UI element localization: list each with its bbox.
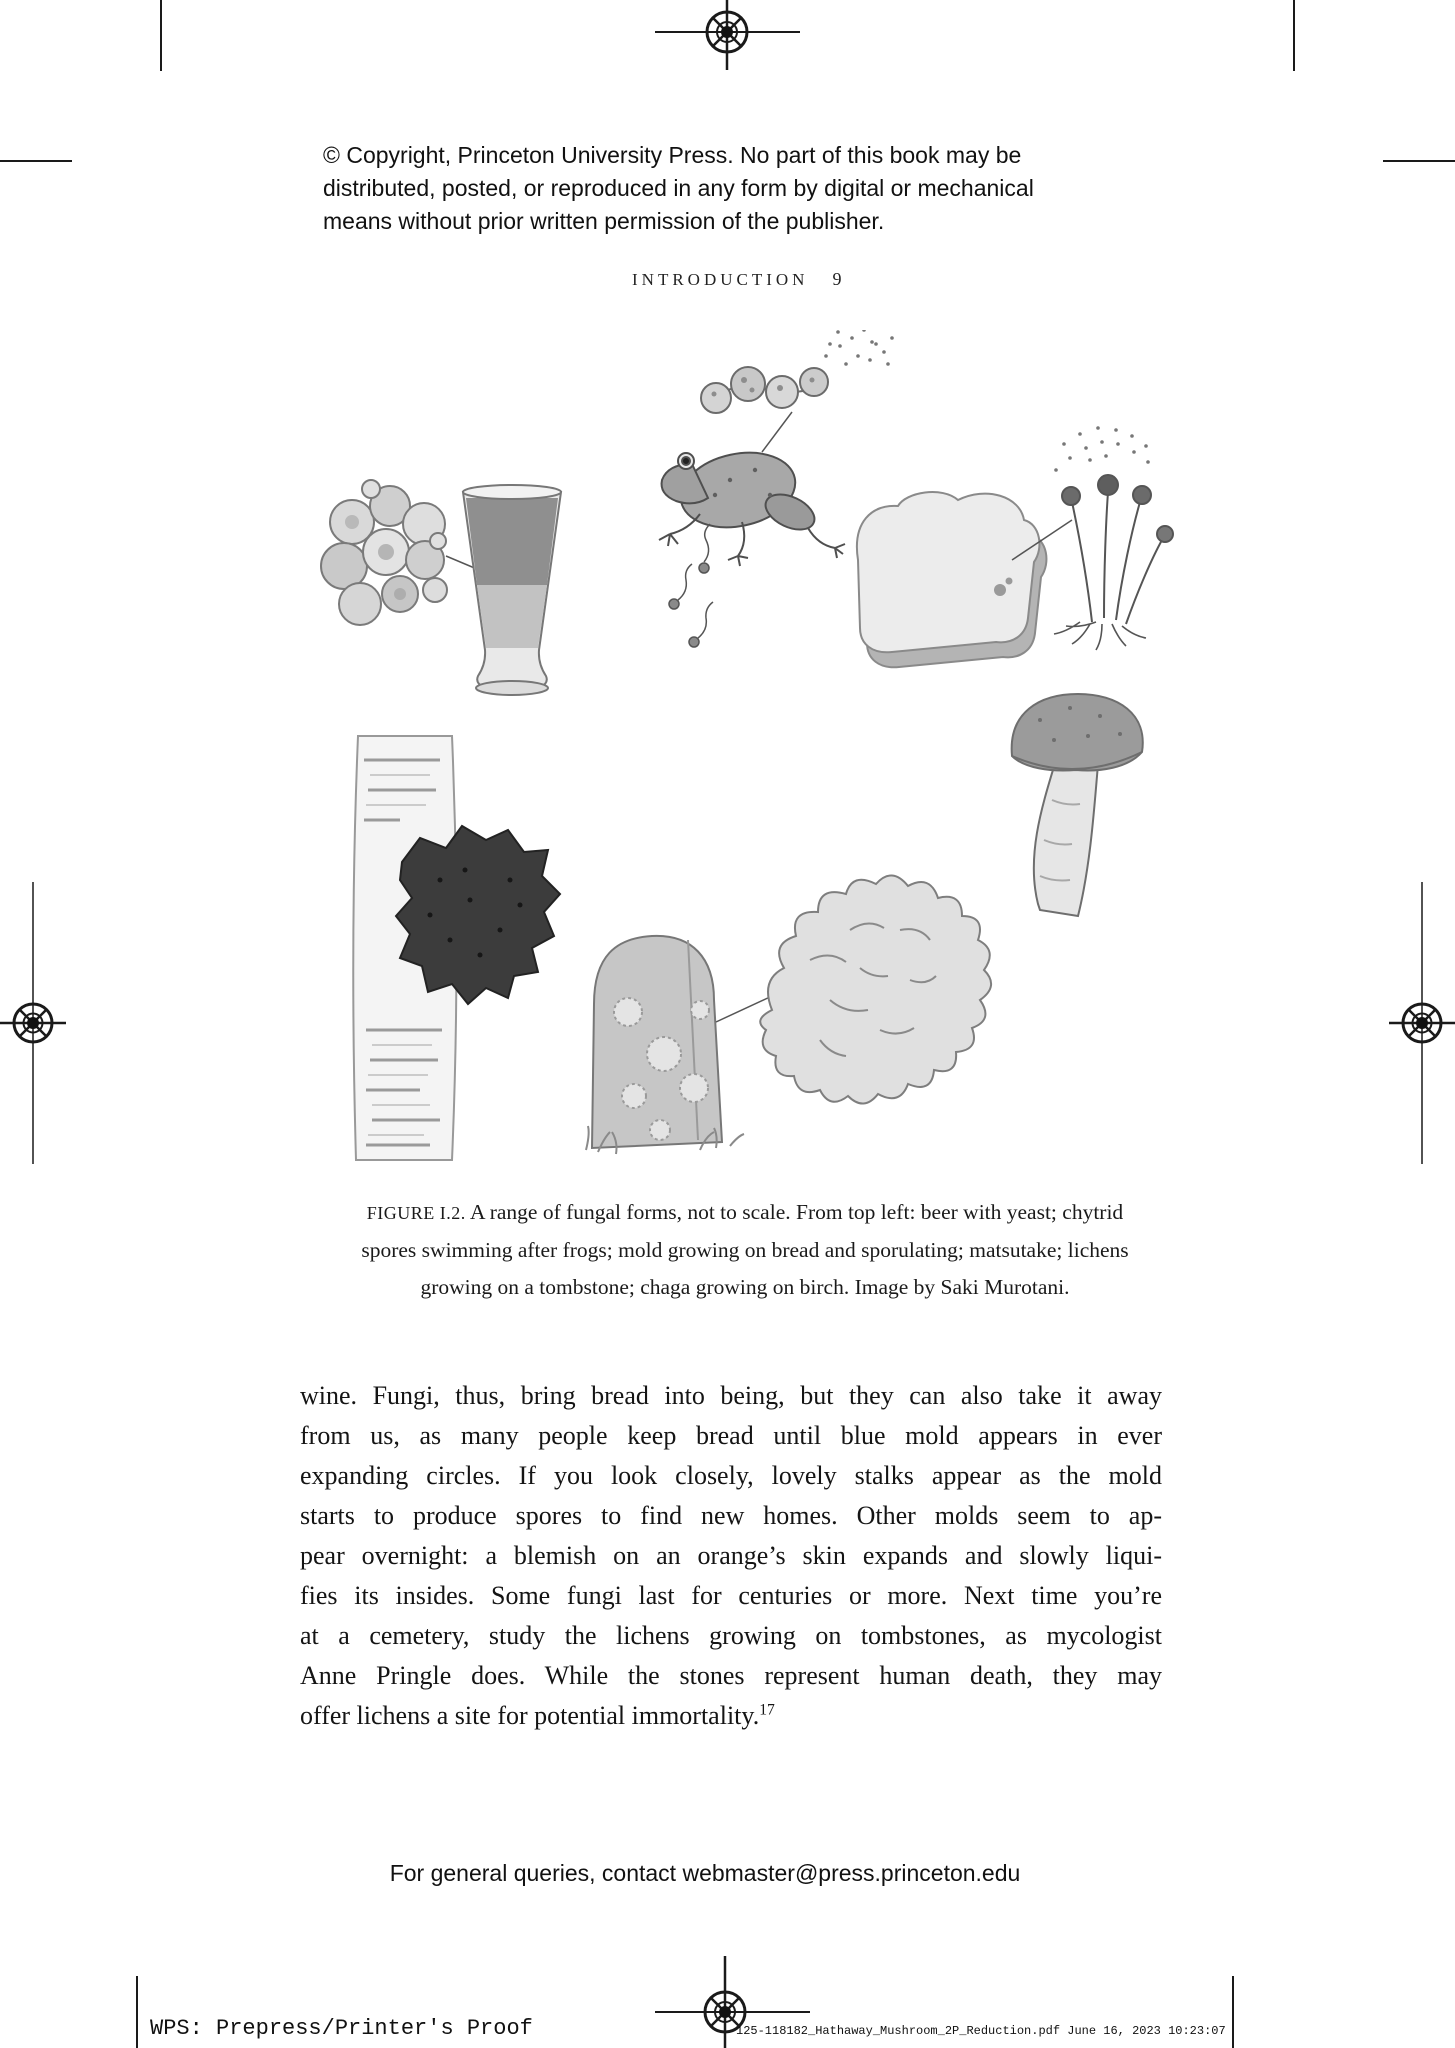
copyright-line: distributed, posted, or reproduced in any form by digital or mechanical: [323, 175, 1034, 201]
body-line: fies its insides. Some fungi last for centuries or more. Next time you’re: [300, 1581, 1162, 1610]
proof-slug-right: 125-118182_Hathaway_Mushroom_2P_Reduction.pdf June 16, 2023 10:23:07: [736, 2024, 1226, 2038]
body-line: Anne Pringle does. While the stones represent human death, they may: [300, 1661, 1162, 1690]
proof-slug-left: WPS: Prepress/Printer's Proof: [150, 2016, 533, 2041]
chapter-title: INTRODUCTION: [632, 270, 809, 289]
crop-mark: [1293, 0, 1295, 71]
page-number: 9: [832, 269, 842, 289]
body-line: expanding circles. If you look closely, lovely stalks appear as the mold: [300, 1461, 1162, 1490]
chaga-on-birch-illustration: [353, 736, 560, 1160]
body-line: from us, as many people keep bread until blue mold appears in ever: [300, 1421, 1162, 1450]
crop-mark: [1232, 1976, 1234, 2048]
spore-spray: [824, 330, 894, 366]
body-line: at a cemetery, study the lichens growing on tombstones, as mycologist: [300, 1621, 1162, 1650]
matsutake-illustration: [1012, 694, 1143, 916]
figure-label: FIGURE I.2.: [366, 1203, 466, 1223]
body-line: pear overnight: a blemish on an orange’s skin expands and slowly liqui-: [300, 1541, 1162, 1570]
crop-mark: [0, 160, 72, 162]
copyright-line: © Copyright, Princeton University Press. No part of this book may be: [323, 142, 1022, 168]
pointer-line: [762, 412, 792, 452]
queries-footer: For general queries, contact webmaster@press.princeton.edu: [389, 1860, 1021, 1886]
crop-mark: [160, 0, 162, 71]
footnote-marker: 17: [759, 1701, 775, 1719]
caption-line: growing on a tombstone; chaga growing on birch. Image by Saki Murotani.: [420, 1275, 1070, 1299]
figure-caption: [300, 1194, 1190, 1306]
caption-line: spores swimming after frogs; mold growing on bread and sporulating; matsutake; lichens: [361, 1238, 1129, 1262]
registration-mark-icon: [1355, 882, 1455, 1164]
yeast-cluster-illustration: [321, 480, 484, 625]
figure-illustration: [280, 330, 1180, 1190]
crop-mark: [136, 1976, 138, 2048]
mold-sporangiophores-illustration: [1054, 426, 1173, 650]
registration-mark-icon: [0, 882, 100, 1164]
frog-illustration: [659, 412, 845, 566]
body-line: starts to produce spores to find new homes. Other molds seem to ap-: [300, 1501, 1162, 1530]
tombstone-illustration: [586, 936, 772, 1154]
registration-mark-icon: [640, 0, 810, 72]
body-line: offer lichens a site for potential immortality.$^{17}$: [300, 1701, 775, 1730]
beer-glass-illustration: [463, 485, 561, 695]
body-paragraph: [300, 1376, 1162, 1736]
body-line: wine. Fungi, thus, bring bread into being, but they can also take it away: [300, 1381, 1162, 1410]
foliose-lichen-illustration: [760, 875, 991, 1103]
chytrid-sporangia-illustration: [701, 330, 894, 413]
spore-dots: [1054, 426, 1150, 472]
crop-mark: [1383, 160, 1455, 162]
copyright-notice: [323, 139, 1034, 238]
bread-slice-illustration: [857, 492, 1072, 667]
copyright-line: means without prior written permission of the publisher.: [323, 208, 885, 234]
running-head: [632, 269, 841, 290]
caption-line: FIGURE I.2. A range of fungal forms, not to scale. From top left: beer with yeast; chytrid: [366, 1200, 1124, 1224]
